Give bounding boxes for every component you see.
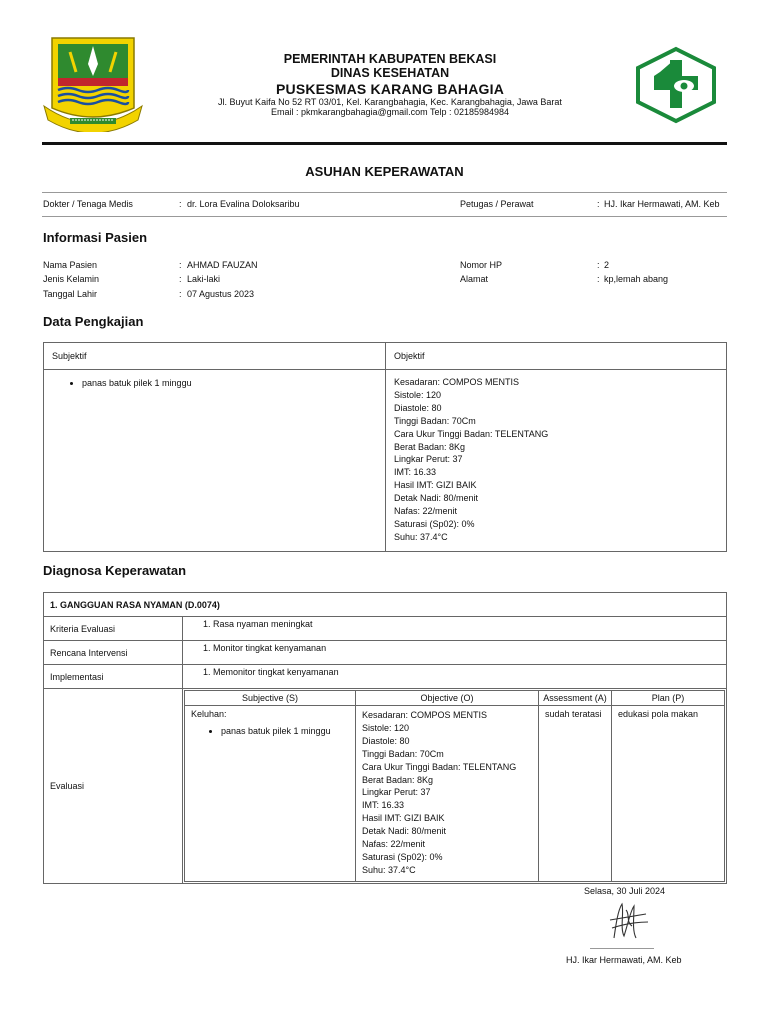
subjective-header: Subjektif [44,343,386,370]
objective-line: Detak Nadi: 80/menit [394,493,479,504]
soap-subjective [185,706,356,882]
patient-name-label: Nama Pasien [43,260,98,270]
objective-line: Sistole: 120 [394,389,442,400]
implementation-value: 1. Memonitor tingkat kenyamanan [183,665,727,689]
colon: : [597,260,600,270]
colon: : [179,274,182,284]
doctor-label: Dokter / Tenaga Medis [43,199,133,209]
divider [42,216,727,217]
department-name: DINAS KESEHATAN [330,66,450,81]
signature-name: HJ. Ikar Hermawati, AM. Keb [566,955,682,965]
signature-date: Selasa, 30 Juli 2024 [584,886,666,896]
objective-line: Lingkar Perut: 37 [362,787,431,798]
soap-header: Subjective (S) [185,691,356,706]
colon: : [597,274,600,284]
government-name: PEMERINTAH KABUPATEN BEKASI [283,52,497,66]
objective-line: Hasil IMT: GIZI BAIK [362,813,445,824]
soap-header: Assessment (A) [539,691,612,706]
signature-mark [606,900,650,942]
objective-line: Diastole: 80 [394,402,442,413]
nurse-label: Petugas / Perawat [460,199,534,209]
address-value: kp,lemah abang [604,274,669,284]
doctor-value: dr. Lora Evalina Doloksaribu [187,199,300,209]
objective-line: Lingkar Perut: 37 [394,454,463,465]
objective-line: Nafas: 22/menit [362,839,426,850]
clinic-name: PUSKESMAS KARANG BAHAGIA [275,80,505,97]
diagnosis-table [43,592,727,884]
objective-line: Diastole: 80 [362,735,410,746]
complaint-label: Keluhan: [191,709,227,719]
objective-line: Berat Badan: 8Kg [362,774,434,785]
objective-line: Berat Badan: 8Kg [394,441,466,452]
assessment-table [43,342,727,552]
evaluation-label: Evaluasi [44,689,183,884]
objective-line: Tinggi Badan: 70Cm [362,748,444,759]
phone-label: Nomor HP [460,260,503,270]
criteria-value: 1. Rasa nyaman meningkat [183,617,727,641]
subjective-cell [44,370,386,552]
diagnosis-title: 1. GANGGUAN RASA NYAMAN (D.0074) [44,593,727,617]
complaint-item: • panas batuk pilek 1 minggu [221,725,349,737]
objective-line: Kesadaran: COMPOS MENTIS [362,710,488,720]
evaluation-cell [183,689,727,884]
objective-line: Detak Nadi: 80/menit [362,826,447,837]
objective-line: Saturasi (Sp02): 0% [362,851,443,862]
bekasi-regency-logo [42,36,144,132]
diagnosis-heading: Diagnosa Keperawatan [43,563,187,578]
colon: : [179,260,182,270]
subjective-item: • panas batuk pilek 1 minggu [82,377,377,389]
subjective-list [52,377,377,389]
soap-plan: edukasi pola makan [612,706,725,882]
complaint-list [191,725,349,737]
colon: : [597,199,600,209]
soap-header: Plan (P) [612,691,725,706]
objective-line: Suhu: 37.4°C [362,864,416,875]
objective-line: Saturasi (Sp02): 0% [394,518,475,529]
patient-info-heading: Informasi Pasien [43,230,148,245]
objective-line: Hasil IMT: GIZI BAIK [394,480,477,491]
objective-line: Sistole: 120 [362,722,410,733]
colon: : [179,289,182,299]
criteria-label: Kriteria Evaluasi [44,617,183,641]
dob-label: Tanggal Lahir [43,289,98,299]
assessment-heading: Data Pengkajian [43,314,144,329]
dob-value: 07 Agustus 2023 [187,289,255,299]
objective-line: Kesadaran: COMPOS MENTIS [394,377,520,387]
objective-line: Tinggi Badan: 70Cm [394,415,476,426]
objective-line: Cara Ukur Tinggi Badan: TELENTANG [394,428,549,439]
divider [42,192,727,193]
soap-header: Objective (O) [356,691,539,706]
soap-assessment: sudah teratasi [539,706,612,882]
objective-line: IMT: 16.33 [362,800,405,811]
objective-line: Nafas: 22/menit [394,506,458,517]
implementation-label: Implementasi [44,665,183,689]
puskesmas-logo-icon [634,46,718,124]
letterhead-divider [42,142,727,145]
soap-table [184,690,725,882]
nurse-value: HJ. Ikar Hermawati, AM. Keb [604,199,720,209]
objective-header: Objektif [386,343,727,370]
letterhead [0,0,768,150]
patient-name-value: AHMAD FAUZAN [187,260,258,270]
objective-line: Cara Ukur Tinggi Badan: TELENTANG [362,761,517,772]
clinic-address: Jl. Buyut Kaifa No 52 RT 03/01, Kel. Karangbahagia, Kec. Karangbahagia, Jawa Barat [218,96,562,107]
objective-line: Suhu: 37.4°C [394,531,448,542]
objective-line: IMT: 16.33 [394,467,437,478]
plan-label: Rencana Intervensi [44,641,183,665]
soap-objective [356,706,539,882]
colon: : [179,199,182,209]
document-title: ASUHAN KEPERAWATAN [305,164,464,179]
address-label: Alamat [460,274,489,284]
signature-line [590,948,654,949]
gender-value: Laki-laki [187,274,221,284]
gender-label: Jenis Kelamin [43,274,100,284]
clinic-contact: Email : pkmkarangbahagia@gmail.com Telp : 02185984984 [270,107,510,118]
plan-value: 1. Monitor tingkat kenyamanan [183,641,727,665]
objective-cell [386,370,727,552]
phone-value: 2 [604,260,610,270]
